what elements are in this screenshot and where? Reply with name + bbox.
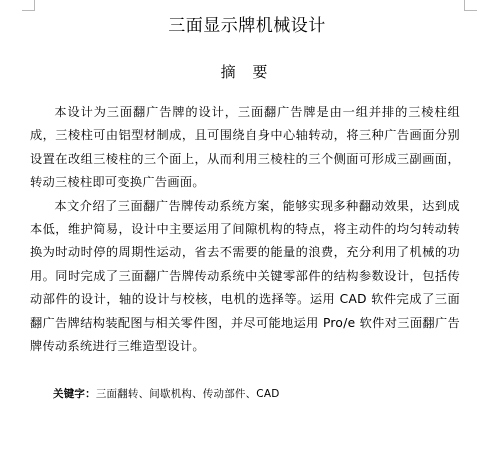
abstract-body: [30, 101, 460, 358]
abstract-heading: 摘 要: [220, 63, 274, 81]
keywords-text: 三面翻转、间歇机构、传动部件、CAD: [95, 388, 280, 400]
abstract-paragraph-2: 本文介绍了三面翻广告牌传动系统方案，能够实现多种翻动效果，达到成本低，维护简易，设计中主要运用了间隙机构的特点，将主动件的均匀转动转换为时动时停的周期性运动，省去不需要的能量的浪费，充分利用了机械的功用。同时完成了三面翻广告牌传动系统中关键零部件的结构参数设计，包括传动部件的设计，轴的设计与校核，电机的选择等。运用 CAD 软件完成了三面翻广告牌结构装配图与相关零件图，并尽可能地运用 Pro/e 软件对三面翻广告牌传动系统进行三维造型设计。: [30, 198, 460, 354]
abstract-paragraph-1: 本设计为三面翻广告牌的设计，三面翻广告牌是由一组并排的三棱柱组成，三棱柱可由铝型材制成，且可围绕自身中心轴转动，将三种广告画面分别设置在改组三棱柱的三个面上，从而利用三棱柱的三个侧面可形成三副画面，转动三棱柱即可变换广告画面。: [30, 105, 460, 190]
document-title: 三面显示牌机械设计: [168, 16, 326, 36]
crop-mark-top-left: [22, 0, 35, 11]
keywords-label: 关键字：: [53, 388, 96, 400]
keywords-line: [53, 386, 280, 402]
crop-mark-top-right: [464, 0, 477, 11]
